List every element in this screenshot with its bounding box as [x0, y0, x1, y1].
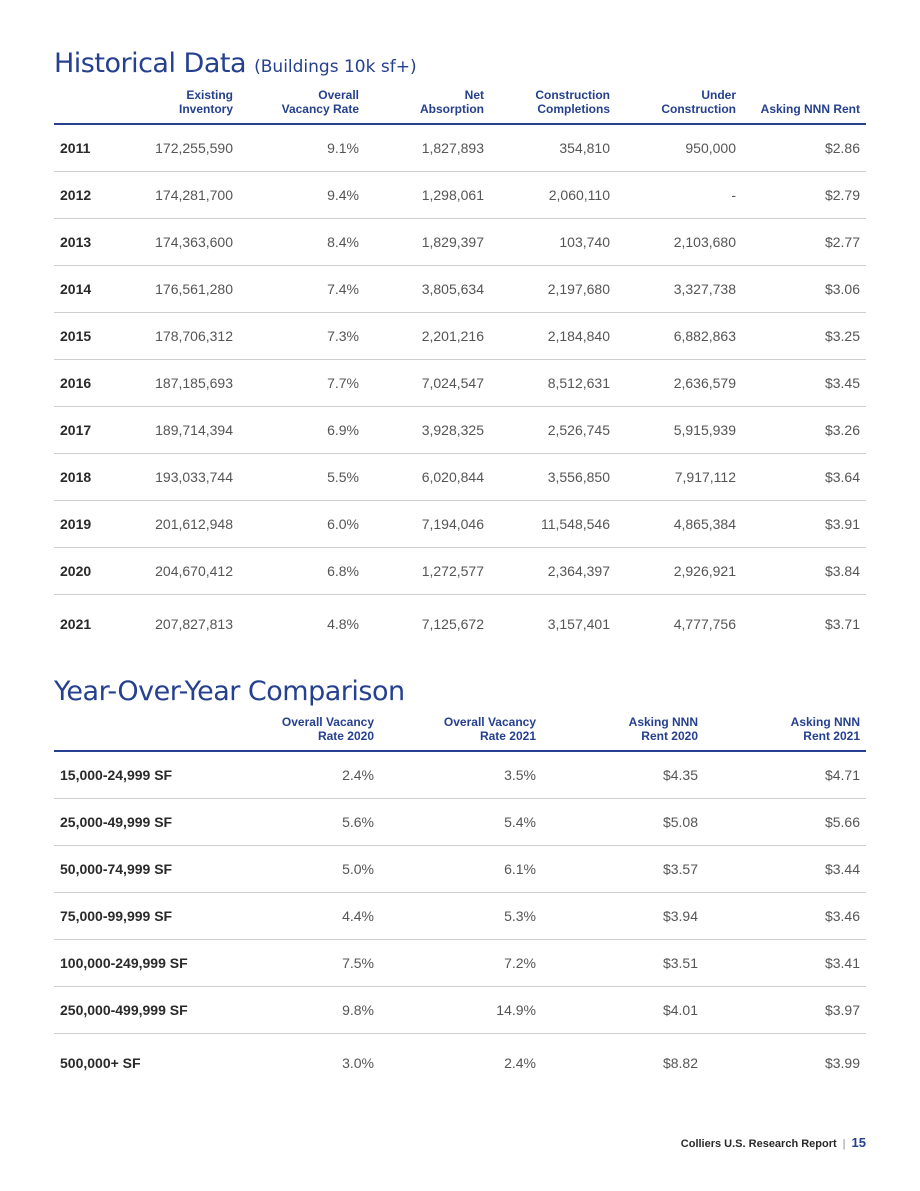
table-cell: 3,327,738	[616, 266, 742, 313]
footer-separator: |	[842, 1138, 846, 1150]
column-header-text: Asking NNN	[790, 715, 860, 729]
table-cell: -	[616, 172, 742, 219]
table-row	[54, 595, 866, 654]
table-cell: 8.4%	[239, 219, 365, 266]
row-label: 2018	[54, 454, 134, 501]
table-cell: 3,805,634	[365, 266, 490, 313]
row-label: 2013	[54, 219, 134, 266]
column-header	[214, 715, 380, 751]
table-cell: $5.66	[704, 799, 866, 846]
table-header-row	[54, 88, 866, 124]
column-header	[134, 88, 239, 124]
table-cell: 7.4%	[239, 266, 365, 313]
table-cell: $3.44	[704, 846, 866, 893]
table-cell: 3.5%	[380, 751, 542, 799]
table-cell: $4.71	[704, 751, 866, 799]
table-cell: 3,556,850	[490, 454, 616, 501]
table-cell: 174,363,600	[134, 219, 239, 266]
row-label: 2016	[54, 360, 134, 407]
column-header-text: Vacancy Rate	[281, 102, 359, 116]
table-cell: 9.1%	[239, 124, 365, 172]
table-cell: 172,255,590	[134, 124, 239, 172]
column-header	[490, 88, 616, 124]
table-cell: 9.4%	[239, 172, 365, 219]
table-cell: 2,526,745	[490, 407, 616, 454]
table-cell: $3.94	[542, 893, 704, 940]
column-header-text: Inventory	[178, 102, 233, 116]
table-header-row	[54, 715, 866, 751]
table-cell: 5,915,939	[616, 407, 742, 454]
table-cell: 5.3%	[380, 893, 542, 940]
column-header-text: Net	[464, 88, 484, 102]
report-name: Colliers U.S. Research Report	[680, 1138, 837, 1150]
column-header	[365, 88, 490, 124]
table-row	[54, 501, 866, 548]
column-header-text: Absorption	[420, 102, 484, 116]
column-header-text: Asking NNN	[628, 715, 698, 729]
table-cell: 4,865,384	[616, 501, 742, 548]
table-cell: $3.45	[742, 360, 866, 407]
table-row	[54, 360, 866, 407]
table-row	[54, 172, 866, 219]
table-cell: 2,184,840	[490, 313, 616, 360]
table-cell: 6,882,863	[616, 313, 742, 360]
table-cell: 2.4%	[214, 751, 380, 799]
table-cell: 176,561,280	[134, 266, 239, 313]
table-cell: $4.35	[542, 751, 704, 799]
historical-title	[54, 48, 417, 79]
page-number: 15	[851, 1135, 866, 1150]
column-header	[616, 88, 742, 124]
column-header-text: Completions	[537, 102, 610, 116]
row-label: 2019	[54, 501, 134, 548]
row-label: 500,000+ SF	[60, 1055, 141, 1071]
row-label: 2015	[54, 313, 134, 360]
table-cell: 5.0%	[214, 846, 380, 893]
column-header-text: Under	[701, 88, 736, 102]
table-cell: 354,810	[490, 124, 616, 172]
table-cell: 2,197,680	[490, 266, 616, 313]
table-cell: 4.4%	[214, 893, 380, 940]
table-row	[54, 407, 866, 454]
table-row	[54, 124, 866, 172]
table-cell: 2,364,397	[490, 548, 616, 595]
table-cell: 6.9%	[239, 407, 365, 454]
table-cell: $2.79	[742, 172, 866, 219]
table-cell: 1,829,397	[365, 219, 490, 266]
table-cell: 7.5%	[214, 940, 380, 987]
table-cell: 2,636,579	[616, 360, 742, 407]
table-cell: 4,777,756	[673, 616, 736, 632]
column-header	[54, 715, 214, 751]
table-cell: 207,827,813	[155, 616, 233, 632]
table-cell: 1,298,061	[365, 172, 490, 219]
table-row	[54, 987, 866, 1034]
table-cell: $8.82	[662, 1055, 698, 1071]
table-cell: 14.9%	[380, 987, 542, 1034]
column-header	[542, 715, 704, 751]
table-cell: $5.08	[542, 799, 704, 846]
row-label: 2021	[60, 616, 92, 632]
table-cell: 1,827,893	[365, 124, 490, 172]
table-cell: 3.0%	[342, 1055, 374, 1071]
table-cell: 7.3%	[239, 313, 365, 360]
table-cell: $2.77	[742, 219, 866, 266]
column-header-text: Construction	[535, 88, 610, 102]
column-header	[239, 88, 365, 124]
page-footer	[681, 1135, 866, 1150]
table-row	[54, 266, 866, 313]
table-cell: 189,714,394	[134, 407, 239, 454]
table-cell: 7.2%	[380, 940, 542, 987]
table-cell: $3.41	[704, 940, 866, 987]
table-row	[54, 219, 866, 266]
table-cell: 9.8%	[214, 987, 380, 1034]
column-header-text: Rate 2021	[479, 729, 536, 743]
table-cell: 204,670,412	[134, 548, 239, 595]
row-label: 50,000-74,999 SF	[54, 846, 214, 893]
table-cell: 6.0%	[239, 501, 365, 548]
column-header-text: Existing	[186, 88, 233, 102]
table-cell: $3.99	[824, 1055, 860, 1071]
table-cell: 2.4%	[504, 1055, 536, 1071]
table-cell: 6,020,844	[365, 454, 490, 501]
table-cell: 7,024,547	[365, 360, 490, 407]
table-cell: $2.86	[742, 124, 866, 172]
table-row	[54, 454, 866, 501]
row-label: 2020	[54, 548, 134, 595]
row-label: 2012	[54, 172, 134, 219]
column-header	[704, 715, 866, 751]
historical-title-text: Historical Data	[54, 48, 247, 79]
table-cell: 2,060,110	[490, 172, 616, 219]
table-cell: 2,201,216	[365, 313, 490, 360]
column-header	[380, 715, 542, 751]
table-cell: 4.8%	[327, 616, 359, 632]
table-cell: 3,928,325	[365, 407, 490, 454]
column-header-text: Construction	[661, 102, 736, 116]
row-label: 100,000-249,999 SF	[54, 940, 214, 987]
table-row	[54, 751, 866, 799]
column-header-text: Rate 2020	[317, 729, 374, 743]
table-cell: 6.1%	[380, 846, 542, 893]
table-cell: 11,548,546	[490, 501, 616, 548]
column-header-text: Rent 2020	[641, 729, 698, 743]
table-row	[54, 846, 866, 893]
historical-data-table	[54, 88, 866, 653]
row-label: 2014	[54, 266, 134, 313]
table-cell: 5.5%	[239, 454, 365, 501]
table-cell: $3.71	[824, 616, 860, 632]
table-cell: 2,926,921	[616, 548, 742, 595]
row-label: 2017	[54, 407, 134, 454]
table-cell: 5.6%	[214, 799, 380, 846]
column-header-text: Overall Vacancy	[281, 715, 374, 729]
column-header-text: Overall Vacancy	[443, 715, 536, 729]
table-cell: 1,272,577	[365, 548, 490, 595]
row-label: 2011	[54, 124, 134, 172]
column-header	[742, 88, 866, 124]
table-cell: $3.06	[742, 266, 866, 313]
table-row	[54, 940, 866, 987]
table-cell: $3.57	[542, 846, 704, 893]
table-cell: $3.97	[704, 987, 866, 1034]
table-cell: 2,103,680	[616, 219, 742, 266]
table-row	[54, 548, 866, 595]
table-cell: 950,000	[616, 124, 742, 172]
column-header	[54, 88, 134, 124]
table-cell: $3.91	[742, 501, 866, 548]
column-header-text: Rent 2021	[803, 729, 860, 743]
table-cell: 174,281,700	[134, 172, 239, 219]
table-cell: 7,194,046	[365, 501, 490, 548]
table-cell: 8,512,631	[490, 360, 616, 407]
table-cell: 193,033,744	[134, 454, 239, 501]
table-row	[54, 799, 866, 846]
table-row	[54, 313, 866, 360]
column-header-text: Asking NNN Rent	[760, 102, 860, 116]
table-cell: $3.46	[704, 893, 866, 940]
yoy-comparison-table	[54, 715, 866, 1092]
row-label: 25,000-49,999 SF	[54, 799, 214, 846]
table-row	[54, 893, 866, 940]
table-cell: $4.01	[542, 987, 704, 1034]
table-cell: 6.8%	[239, 548, 365, 595]
row-label: 250,000-499,999 SF	[54, 987, 214, 1034]
table-cell: 5.4%	[380, 799, 542, 846]
table-cell: $3.51	[542, 940, 704, 987]
row-label: 15,000-24,999 SF	[54, 751, 214, 799]
table-cell: $3.64	[742, 454, 866, 501]
table-cell: $3.25	[742, 313, 866, 360]
table-cell: 7,125,672	[421, 616, 484, 632]
table-cell: 3,157,401	[547, 616, 610, 632]
yoy-title	[54, 676, 405, 707]
table-cell: 103,740	[490, 219, 616, 266]
yoy-title-text: Year-Over-Year Comparison	[54, 676, 405, 707]
historical-subtitle: (Buildings 10k sf+)	[254, 57, 417, 77]
row-label: 75,000-99,999 SF	[54, 893, 214, 940]
table-row	[54, 1034, 866, 1093]
table-cell: 7.7%	[239, 360, 365, 407]
table-cell: 178,706,312	[134, 313, 239, 360]
table-cell: 201,612,948	[134, 501, 239, 548]
table-cell: 7,917,112	[616, 454, 742, 501]
column-header-text: Overall	[318, 88, 359, 102]
table-cell: 187,185,693	[134, 360, 239, 407]
table-cell: $3.84	[742, 548, 866, 595]
table-cell: $3.26	[742, 407, 866, 454]
